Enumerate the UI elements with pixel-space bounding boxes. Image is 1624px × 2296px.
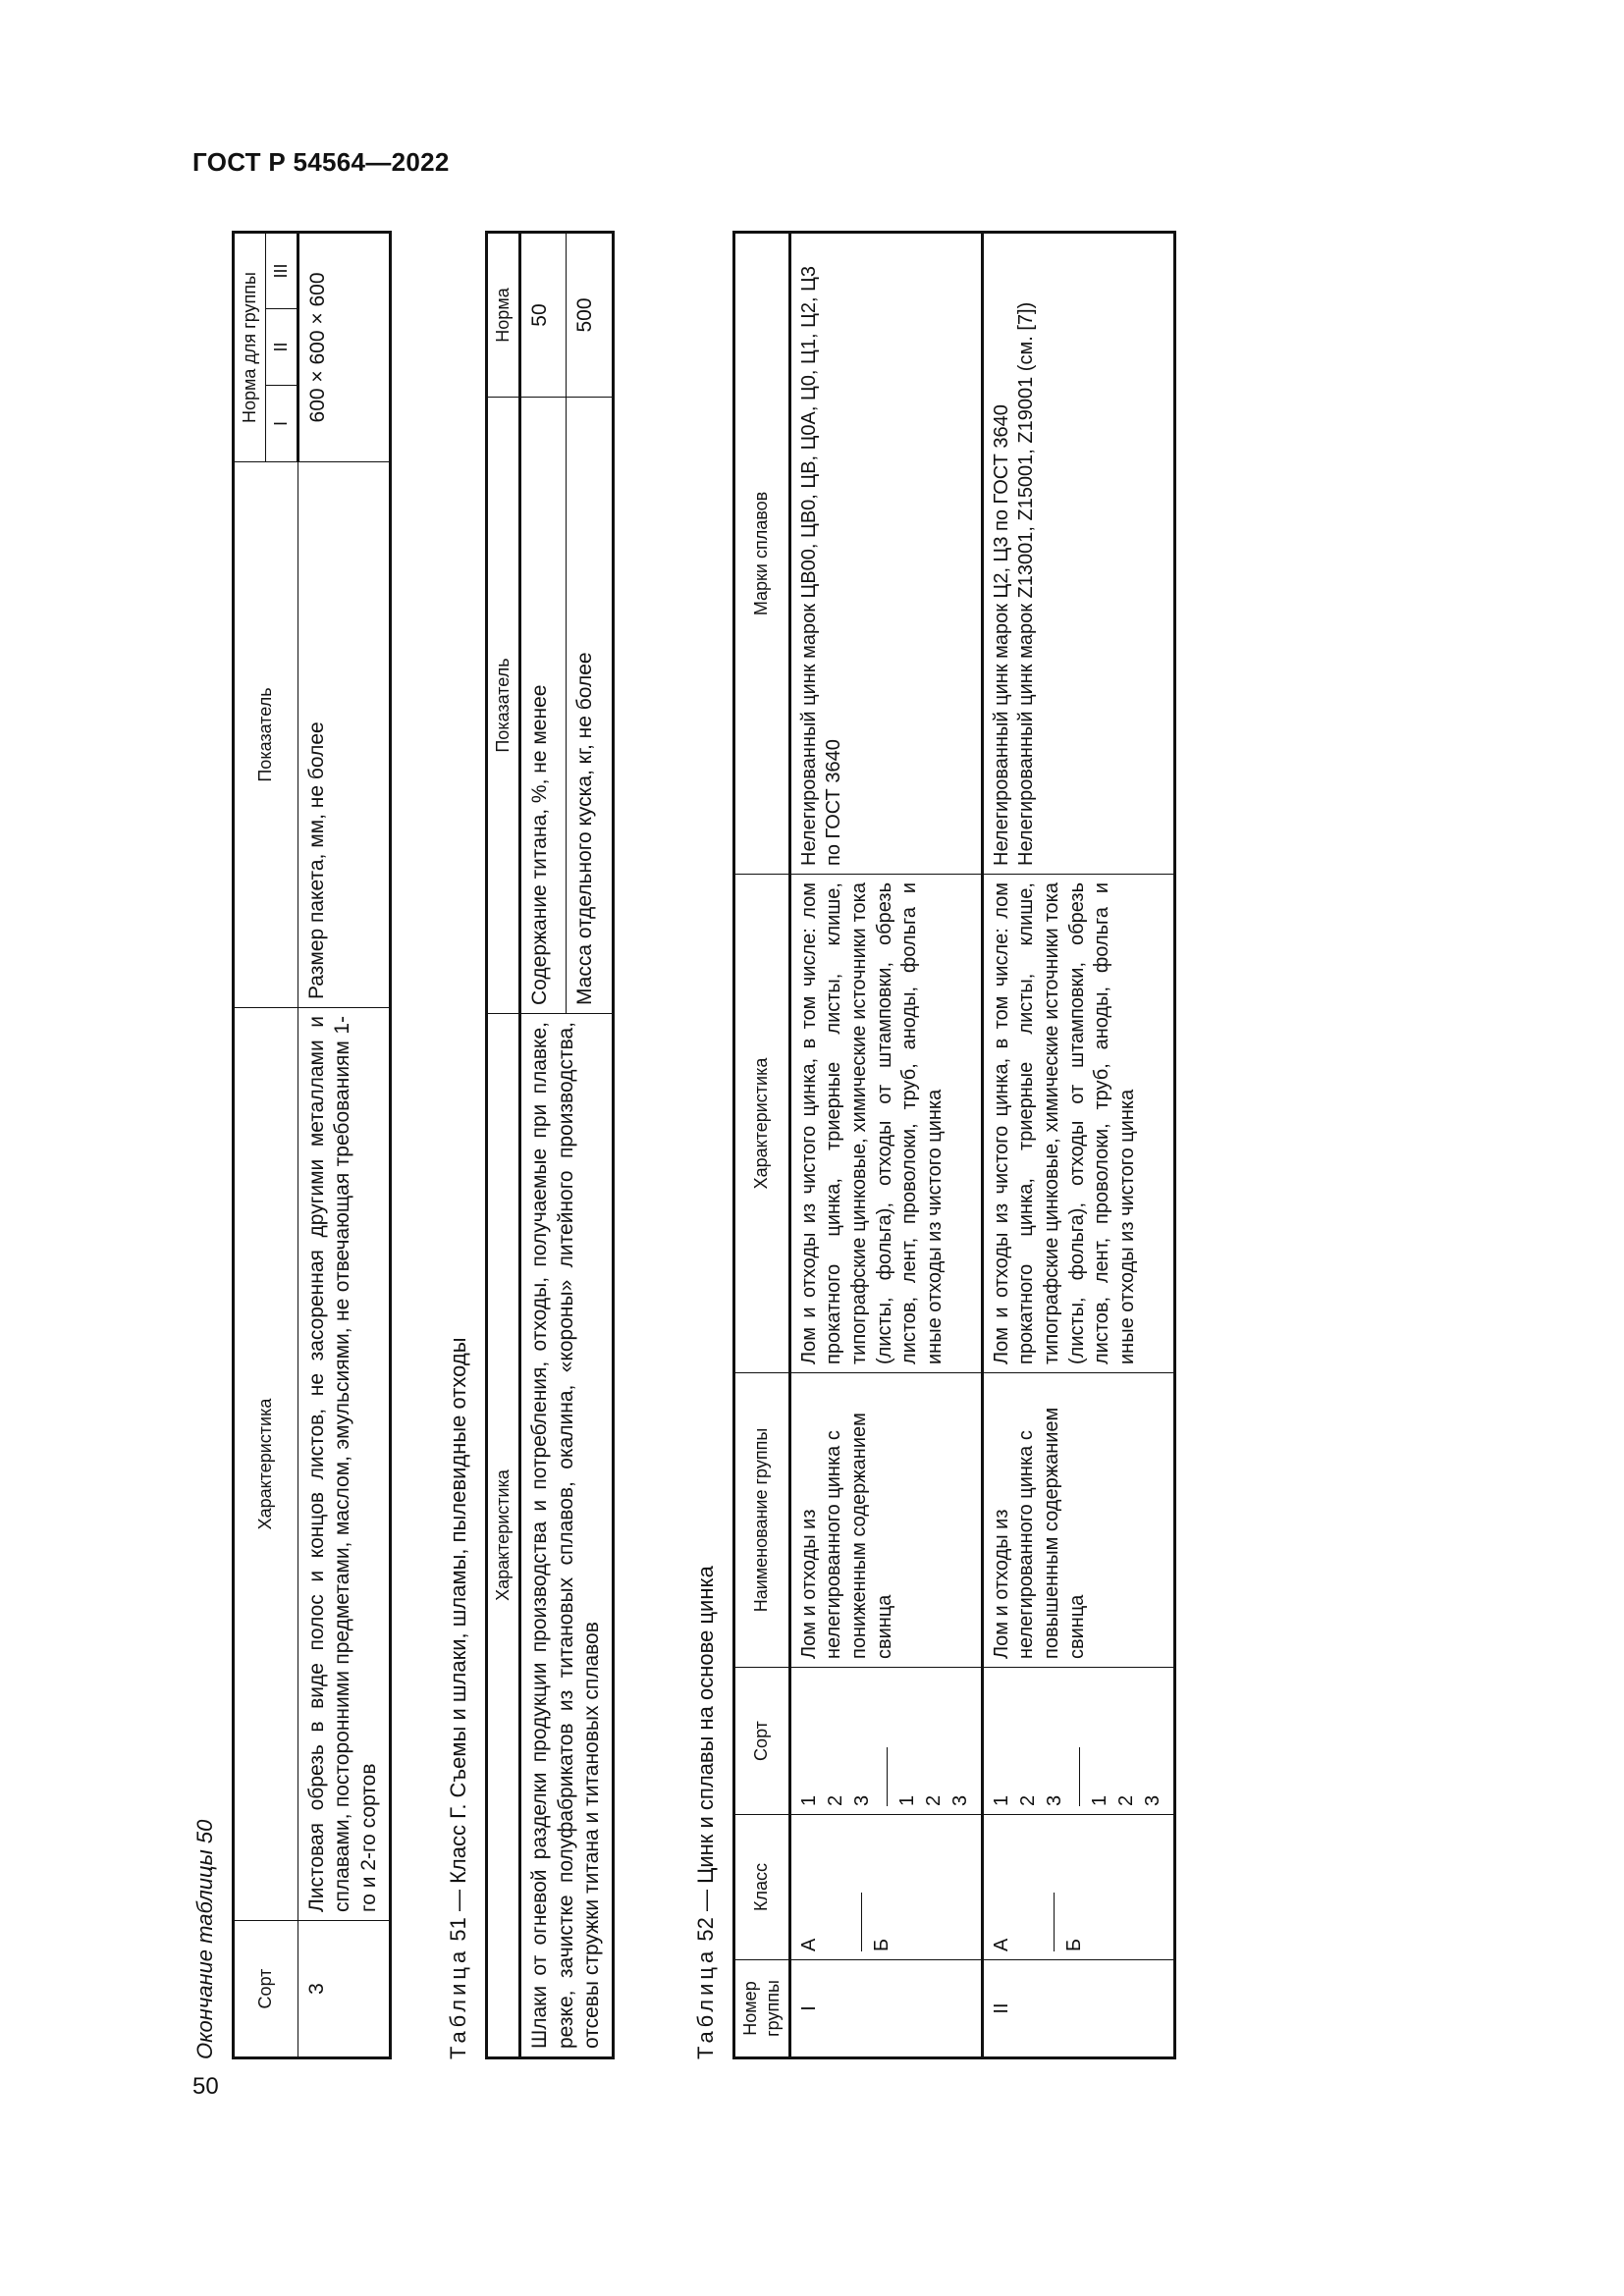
sort-item: 1	[990, 1794, 1012, 1806]
header-group-2: II	[265, 309, 298, 386]
cell-sort	[789, 1668, 982, 1815]
sort-item: 1	[895, 1794, 918, 1806]
table-50-end	[232, 231, 392, 2059]
table51-caption-text: 51 — Класс Г. Съемы и шлаки, шламы, пылевидные отходы	[446, 1337, 470, 1942]
table52-caption	[693, 1566, 719, 2059]
cell-indicator: Размер пакета, мм, не более	[298, 462, 390, 1008]
table52-caption-prefix: Таблица	[693, 1947, 718, 2059]
table50-caption: Окончание таблицы 50	[192, 1819, 217, 2059]
class-a: А	[797, 1938, 820, 1951]
table51-caption	[446, 1337, 471, 2059]
sort-item: 1	[1088, 1794, 1110, 1806]
table-51	[485, 231, 615, 2059]
class-b: Б	[1063, 1938, 1086, 1951]
cell-class	[789, 1815, 982, 1960]
header-characteristic: Характеристика	[487, 1014, 520, 2058]
header-sort: Сорт	[734, 1668, 790, 1815]
header-group-3: III	[265, 232, 298, 308]
sort-divider	[887, 1747, 888, 1806]
table-row	[982, 233, 1174, 2058]
sort-item: 1	[797, 1794, 820, 1806]
cell-characteristic: Лом и отходы из чистого цинка, в том числе: лом прокатного цинка, триерные листы, клише, типографские цинковые, химические источники тока (листы, фольга), отходы от штамповки, обрезь листов, лент, проволоки, труб, аноды, фольга и иные отходы из чистого цинка	[789, 875, 982, 1373]
sort-item: 3	[1043, 1794, 1065, 1806]
class-a: А	[990, 1938, 1012, 1951]
header-sort: Сорт	[234, 1921, 298, 2058]
header-characteristic: Характеристика	[734, 875, 790, 1373]
header-norm-group: Норма для группы	[234, 232, 266, 461]
table52-caption-text: 52 — Цинк и сплавы на основе цинка	[693, 1566, 718, 1942]
cell-class	[982, 1815, 1174, 1960]
cell-alloy-grades: Нелегированный цинк марок Ц2, Ц3 по ГОСТ 3640 Нелегированный цинк марок Z13001, Z15001, Z19001 (см. [7])	[982, 233, 1174, 875]
table51-caption-prefix: Таблица	[446, 1947, 470, 2059]
table-52	[732, 231, 1176, 2059]
class-b: Б	[871, 1938, 893, 1951]
class-divider	[1054, 1893, 1055, 1951]
sort-item: 3	[850, 1794, 873, 1806]
page-number: 50	[192, 2073, 219, 2100]
sort-item: 2	[1114, 1794, 1137, 1806]
sort-item: 3	[1141, 1794, 1164, 1806]
header-group-1: I	[265, 386, 298, 462]
sort-item: 2	[922, 1794, 945, 1806]
cell-norm: 500	[567, 233, 613, 398]
cell-characteristic: Лом и отходы из чистого цинка, в том числе: лом прокатного цинка, триерные листы, клише, типографские цинковые, химические источники тока (листы, фольга), отходы от штамповки, обрезь листов, лент, проволоки, труб, аноды, фольга и иные отходы из чистого цинка	[982, 875, 1174, 1373]
cell-characteristic: Листовая обрезь в виде полос и концов листов, не засоренная другими металлами и сплавами, посторонними предметами, маслом, эмульсиями, не отвечающая требованиям 1-го и 2-го сортов	[298, 1008, 390, 1921]
header-group-name: Наименование группы	[734, 1373, 790, 1668]
cell-characteristic: Шлаки от огневой разделки продукции производства и потребления, отходы, получаемые при плавке, резке, зачистке полуфабрикатов из титановых сплавов, окалина, «короны» литейного производства, отсевы стружки титана и титановых сплавов	[519, 1014, 613, 2058]
cell-group-number: II	[982, 1960, 1174, 2058]
header-characteristic: Характеристика	[234, 1008, 298, 1921]
cell-alloy-grades: Нелегированный цинк марок ЦВ00, ЦВ0, ЦВ, Ц0А, Ц0, Ц1, Ц2, Ц3 по ГОСТ 3640	[789, 233, 982, 875]
class-divider	[861, 1893, 862, 1951]
cell-sort	[982, 1668, 1174, 1815]
header-indicator: Показатель	[487, 398, 520, 1014]
cell-group-name: Лом и отходы из нелегированного цинка с пониженным содержанием свинца	[789, 1373, 982, 1668]
cell-indicator: Содержание титана, %, не менее	[519, 398, 566, 1014]
header-norm: Норма	[487, 233, 520, 398]
cell-sort: 3	[298, 1921, 390, 2058]
cell-norm: 600 × 600 × 600	[298, 232, 390, 461]
sort-item: 2	[1016, 1794, 1039, 1806]
cell-group-number: I	[789, 1960, 982, 2058]
document-id: ГОСТ Р 54564—2022	[192, 147, 450, 177]
header-class: Класс	[734, 1815, 790, 1960]
table-row	[789, 233, 982, 2058]
header-alloy-grades: Марки сплавов	[734, 233, 790, 875]
cell-indicator: Масса отдельного куска, кг, не более	[567, 398, 613, 1014]
sort-item: 2	[824, 1794, 846, 1806]
cell-group-name: Лом и отходы из нелегированного цинка с повышенным содержанием свинца	[982, 1373, 1174, 1668]
sort-divider	[1079, 1747, 1080, 1806]
header-indicator: Показатель	[234, 462, 298, 1008]
header-group-number: Номер группы	[734, 1960, 790, 2058]
sort-item: 3	[948, 1794, 971, 1806]
rotated-page-content	[192, 234, 1424, 2059]
cell-norm: 50	[519, 233, 566, 398]
